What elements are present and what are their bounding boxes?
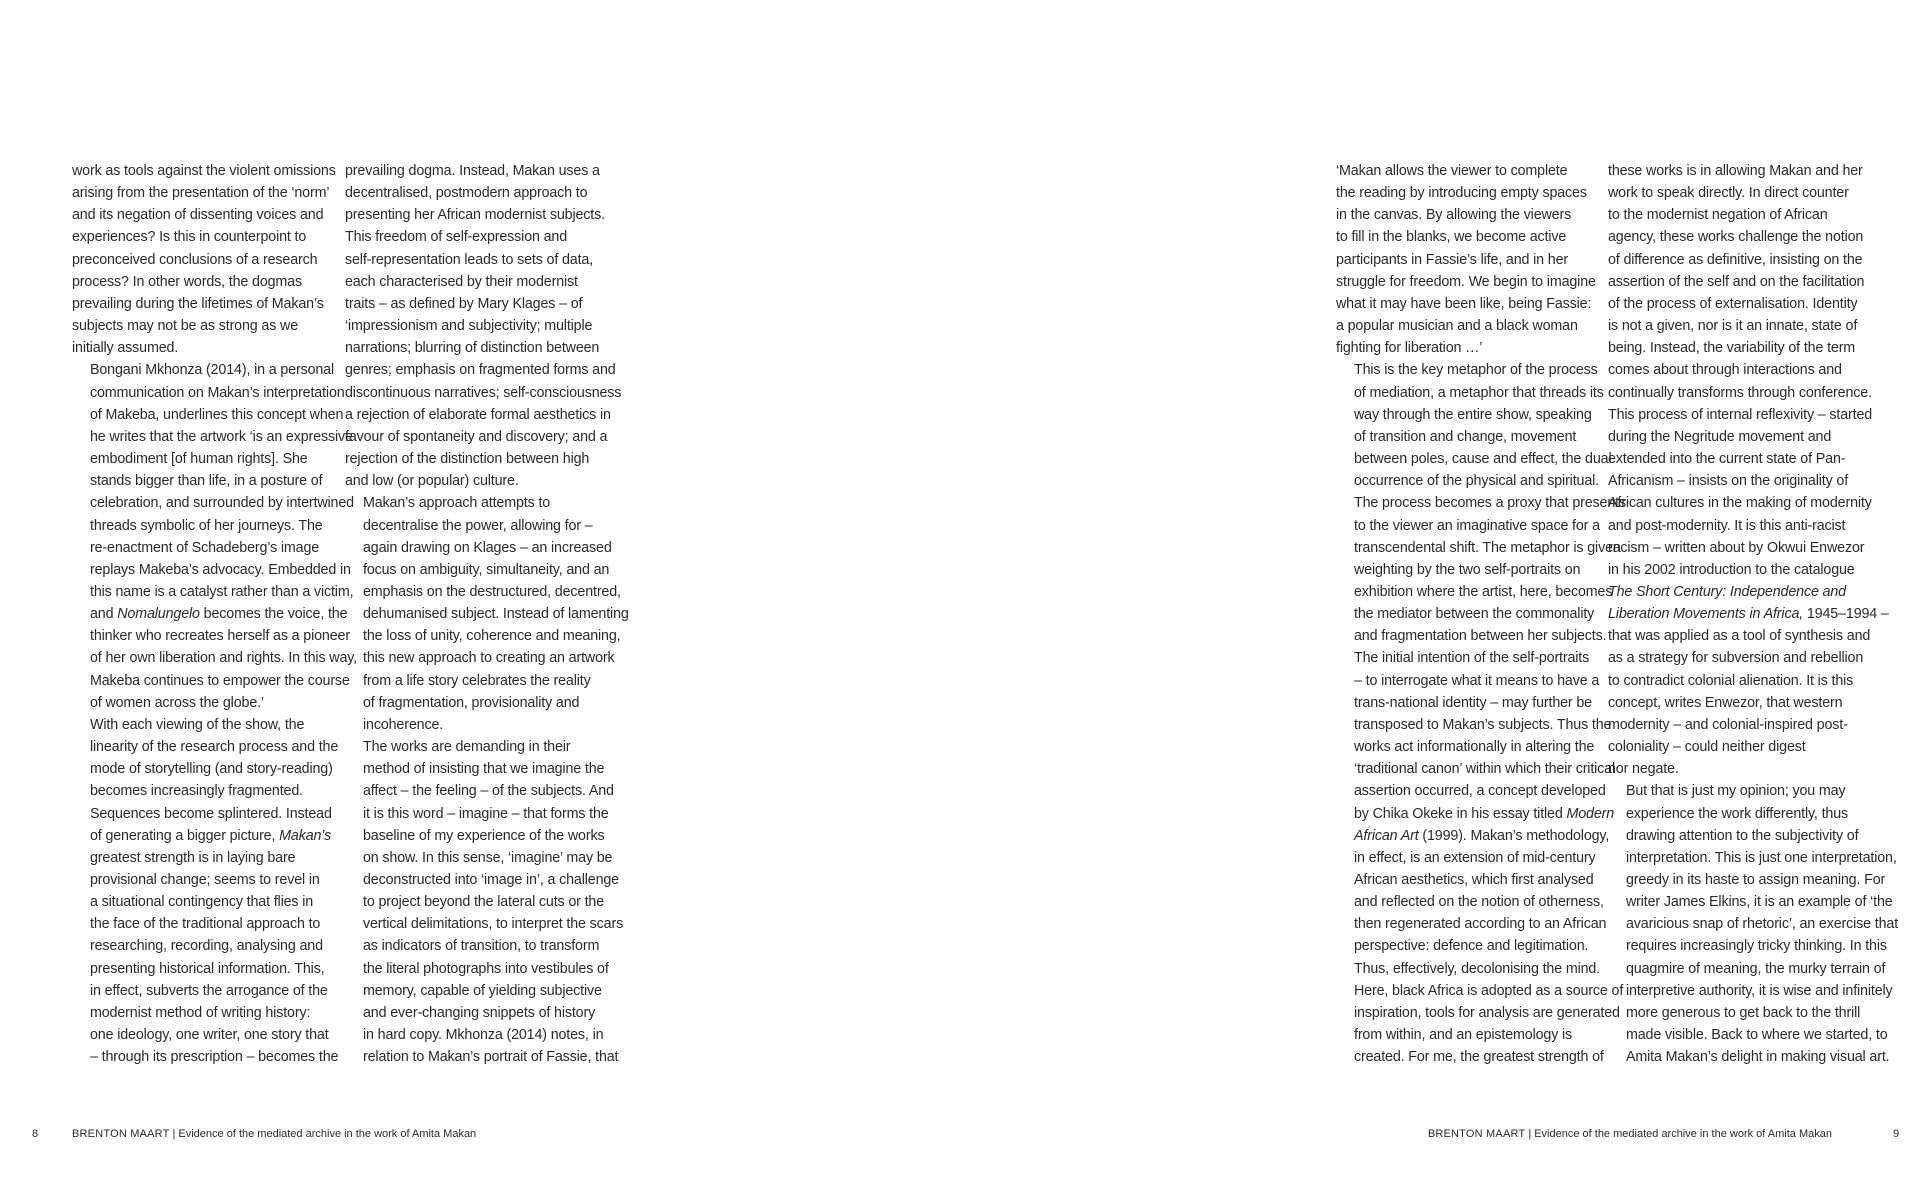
text-column-4 xyxy=(1608,160,1899,1068)
text-line: concept, writes Enwezor, that western xyxy=(1608,694,1843,711)
text-line: occurrence of the physical and spiritual. xyxy=(1354,473,1599,490)
text-line: modernist method of writing history: xyxy=(90,1004,311,1021)
text-line: ‘impressionism and subjectivity; multiple xyxy=(345,318,593,335)
text-line: as indicators of transition, to transform xyxy=(363,938,600,955)
text-line: during the Negritude movement and xyxy=(1608,428,1832,445)
text-line: greatest strength is in laying bare xyxy=(90,849,296,866)
text-line: becomes increasingly fragmented. xyxy=(90,783,303,800)
text-line: agency, these works challenge the notion xyxy=(1608,229,1864,246)
text-line: weighting by the two self-portraits on xyxy=(1354,561,1581,578)
right-running-footer xyxy=(1428,1127,1832,1141)
text-line: Makan’s approach attempts to xyxy=(363,495,551,512)
text-line: ‘traditional canon’ within which their critical xyxy=(1354,761,1616,778)
text-line: – to interrogate what it means to have a xyxy=(1354,672,1600,689)
text-line: the literal photographs into vestibules of xyxy=(363,960,609,977)
paragraph xyxy=(345,160,622,492)
text-line: threads symbolic of her journeys. The xyxy=(90,517,323,534)
text-line: provisional change; seems to revel in xyxy=(90,872,320,888)
text-line: The initial intention of the self-portraits xyxy=(1354,650,1590,667)
text-line: method of insisting that we imagine the xyxy=(363,761,605,778)
text-line: and low (or popular) culture. xyxy=(345,473,519,490)
text-line: The Short Century: Independence and xyxy=(1608,583,1846,600)
text-line: and fragmentation between her subjects. xyxy=(1354,628,1607,645)
text-line: modernity – and colonial-inspired post- xyxy=(1608,716,1848,733)
text-line: to the viewer an imaginative space for a xyxy=(1354,517,1600,534)
paragraph xyxy=(345,492,629,736)
text-line: comes about through interactions and xyxy=(1608,362,1842,379)
text-line: researching, recording, analysing and xyxy=(90,938,323,955)
text-line: thinker who recreates herself as a pioneer xyxy=(90,628,350,645)
text-line: continually transforms through conference. xyxy=(1608,384,1872,401)
paragraph xyxy=(1608,780,1899,1068)
text-line: re-enactment of Schadeberg’s image xyxy=(90,539,320,556)
text-line: coloniality – could neither digest xyxy=(1608,739,1806,756)
text-line: discontinuous narratives; self-consciousness xyxy=(345,384,622,401)
text-line: and ever-changing snippets of history xyxy=(363,1004,596,1021)
text-line: experience the work differently, thus xyxy=(1626,805,1848,822)
paragraph xyxy=(72,714,339,1069)
text-line: in his 2002 introduction to the catalogue xyxy=(1608,561,1855,578)
text-line: a situational contingency that flies in xyxy=(90,894,314,911)
text-line: experiences? Is this in counterpoint to xyxy=(72,229,307,246)
text-line: transcendental shift. The metaphor is given xyxy=(1354,539,1621,556)
text-line: incoherence. xyxy=(363,716,444,733)
text-line: fighting for liberation …’ xyxy=(1336,340,1483,357)
text-line: from within, and an epistemology is xyxy=(1354,1027,1573,1044)
text-line: being. Instead, the variability of the term xyxy=(1608,340,1856,357)
text-line: communication on Makan’s interpretation xyxy=(90,384,345,401)
text-line: of the process of externalisation. Identity xyxy=(1608,295,1858,312)
text-line: what it may have been like, being Fassie: xyxy=(1336,295,1592,312)
text-line: Thus, effectively, decolonising the mind. xyxy=(1354,960,1601,977)
text-line: of mediation, a metaphor that threads its xyxy=(1354,384,1604,401)
text-line: again drawing on Klages – an increased xyxy=(363,539,612,556)
text-line: and post-modernity. It is this anti-racist xyxy=(1608,517,1846,534)
text-line: work to speak directly. In direct counter xyxy=(1608,185,1849,202)
text-line: in effect, subverts the arrogance of the xyxy=(90,982,328,999)
text-line: one ideology, one writer, one story that xyxy=(90,1027,329,1044)
text-line: each characterised by their modernist xyxy=(345,273,578,290)
text-line: focus on ambiguity, simultaneity, and an xyxy=(363,561,610,578)
text-line: trans-national identity – may further be xyxy=(1354,694,1592,711)
text-line: Here, black Africa is adopted as a source of xyxy=(1354,982,1624,999)
text-line: This is the key metaphor of the process xyxy=(1354,362,1598,379)
text-line: perspective: defence and legitimation. xyxy=(1354,938,1589,955)
text-line: by Chika Okeke in his essay titled Modern xyxy=(1354,805,1615,822)
text-line: Makeba continues to empower the course xyxy=(90,672,350,689)
text-line: struggle for freedom. We begin to imagine xyxy=(1336,273,1596,290)
footer-separator: | xyxy=(172,1128,176,1140)
paragraph xyxy=(345,736,624,1068)
text-line: and its negation of dissenting voices and xyxy=(72,207,324,224)
text-line: memory, capable of yielding subjective xyxy=(363,982,602,999)
text-line: a rejection of elaborate formal aesthetics in xyxy=(345,406,611,423)
text-column-3 xyxy=(1336,160,1626,1068)
text-line: decentralised, postmodern approach to xyxy=(345,185,588,202)
paragraph xyxy=(72,160,336,359)
footer-author: BRENTON MAART xyxy=(72,1128,170,1140)
text-line: The process becomes a proxy that presents xyxy=(1354,495,1626,512)
text-line: self-representation leads to sets of data, xyxy=(345,251,594,268)
text-line: nor negate. xyxy=(1608,761,1679,778)
text-line: that was applied as a tool of synthesis and xyxy=(1608,628,1871,645)
text-line: this new approach to creating an artwork xyxy=(363,650,615,667)
text-line: ‘Makan allows the viewer to complete xyxy=(1336,163,1568,179)
text-line: decentralise the power, allowing for – xyxy=(363,517,593,534)
text-line: as a strategy for subversion and rebellion xyxy=(1608,650,1864,667)
text-line: writer James Elkins, it is an example of ‘the xyxy=(1626,894,1893,911)
paragraph xyxy=(1336,359,1626,647)
text-line: narrations; blurring of distinction between xyxy=(345,340,600,357)
left-page-number: 8 xyxy=(32,1128,39,1140)
text-line: process? In other words, the dogmas xyxy=(72,273,302,290)
text-column-1 xyxy=(72,160,358,1068)
text-line: this name is a catalyst rather than a victim, xyxy=(90,583,354,600)
text-line: – through its prescription – becomes the xyxy=(90,1049,339,1066)
text-line: the mediator between the commonality xyxy=(1354,606,1595,623)
text-line: it is this word – imagine – that forms the xyxy=(363,805,609,822)
text-line: way through the entire show, speaking xyxy=(1354,406,1592,423)
text-line: The works are demanding in their xyxy=(363,739,571,756)
paragraph xyxy=(1336,160,1596,359)
text-line: avaricious snap of rhetoric’, an exercise that xyxy=(1626,916,1899,933)
text-line: This process of internal reflexivity – started xyxy=(1608,406,1873,423)
text-line: on show. In this sense, ‘imagine’ may be xyxy=(363,849,613,866)
text-line: work as tools against the violent omissions xyxy=(72,163,336,179)
text-line: preconceived conclusions of a research xyxy=(72,251,318,268)
text-line: emphasis on the destructured, decentred, xyxy=(363,583,621,600)
text-line: subjects may not be as strong as we xyxy=(72,318,298,335)
footer-author: BRENTON MAART xyxy=(1427,1128,1526,1140)
text-line: extended into the current state of Pan- xyxy=(1608,451,1846,468)
text-line: quagmire of meaning, the murky terrain of xyxy=(1626,960,1886,977)
text-line: and reflected on the notion of otherness, xyxy=(1354,894,1604,911)
text-line: these works is in allowing Makan and her xyxy=(1608,163,1863,179)
text-line: celebration, and surrounded by intertwined xyxy=(90,495,354,512)
text-line: mode of storytelling (and story-reading) xyxy=(90,761,333,778)
text-line: greedy in its haste to assign meaning. For xyxy=(1626,872,1886,888)
text-line: replays Makeba’s advocacy. Embedded in xyxy=(90,561,351,578)
text-line: a popular musician and a black woman xyxy=(1336,318,1578,335)
text-line: affect – the feeling – of the subjects. And xyxy=(363,783,614,800)
paragraph xyxy=(1608,160,1889,780)
text-line: the reading by introducing empty spaces xyxy=(1336,185,1587,202)
text-line: is not a given, nor is it an innate, state of xyxy=(1608,318,1858,335)
text-line: favour of spontaneity and discovery; and a xyxy=(345,428,608,445)
paragraph xyxy=(72,359,358,714)
text-line: of her own liberation and rights. In this way, xyxy=(90,650,358,667)
text-line: presenting historical information. This, xyxy=(90,960,325,977)
left-running-footer xyxy=(72,1127,476,1141)
text-line: initially assumed. xyxy=(72,340,179,357)
text-line: exhibition where the artist, here, becomes xyxy=(1354,583,1613,600)
text-line: Bongani Mkhonza (2014), in a personal xyxy=(90,362,335,379)
text-line: in hard copy. Mkhonza (2014) notes, in xyxy=(363,1027,604,1044)
text-line: arising from the presentation of the ‘norm’ xyxy=(72,185,330,202)
text-line: made visible. Back to where we started, to xyxy=(1626,1027,1888,1044)
text-line: the loss of unity, coherence and meaning, xyxy=(363,628,621,645)
text-line: the face of the traditional approach to xyxy=(90,916,321,933)
text-line: works act informationally in altering the xyxy=(1354,739,1595,756)
text-line: inspiration, tools for analysis are generated xyxy=(1354,1004,1620,1021)
text-line: he writes that the artwork ‘is an expressive xyxy=(90,428,353,445)
text-line: embodiment [of human rights]. She xyxy=(90,451,308,468)
text-line: to fill in the blanks, we become active xyxy=(1336,229,1567,246)
text-line: prevailing dogma. Instead, Makan uses a xyxy=(345,163,600,179)
text-line: Liberation Movements in Africa, 1945–1994 – xyxy=(1608,606,1889,623)
footer-separator: | xyxy=(1528,1128,1532,1140)
text-line: of Makeba, underlines this concept when xyxy=(90,406,344,423)
text-line: linearity of the research process and the xyxy=(90,739,339,756)
text-line: African aesthetics, which first analysed xyxy=(1354,872,1594,888)
text-line: of generating a bigger picture, Makan’s xyxy=(90,827,332,844)
text-line: drawing attention to the subjectivity of xyxy=(1626,827,1859,844)
text-line: Sequences become splintered. Instead xyxy=(90,805,332,822)
text-line: more generous to get back to the thrill xyxy=(1626,1004,1861,1021)
text-line: interpretation. This is just one interpretation, xyxy=(1626,849,1897,866)
text-line: Amita Makan’s delight in making visual art. xyxy=(1626,1049,1890,1066)
text-line: from a life story celebrates the reality xyxy=(363,672,591,689)
text-line: of transition and change, movement xyxy=(1354,428,1577,445)
footer-title: Evidence of the mediated archive in the work of Amita Makan xyxy=(1534,1128,1832,1140)
text-line: interpretive authority, it is wise and infinitely xyxy=(1626,982,1893,999)
text-line: to project beyond the lateral cuts or the xyxy=(363,894,605,911)
text-line: assertion of the self and on the facilitation xyxy=(1608,273,1865,290)
text-line: to contradict colonial alienation. It is this xyxy=(1608,672,1854,689)
right-page-number: 9 xyxy=(1893,1128,1900,1140)
text-column-2 xyxy=(345,160,629,1068)
text-line: in effect, is an extension of mid-century xyxy=(1354,849,1596,866)
text-line: of women across the globe.’ xyxy=(90,694,264,711)
text-line: genres; emphasis on fragmented forms and xyxy=(345,362,616,379)
text-line: participants in Fassie’s life, and in her xyxy=(1336,251,1568,268)
text-line: African cultures in the making of modernity xyxy=(1608,495,1872,512)
text-line: baseline of my experience of the works xyxy=(363,827,605,844)
text-line: traits – as defined by Mary Klages – of xyxy=(345,295,583,312)
text-line: vertical delimitations, to interpret the scars xyxy=(363,916,624,933)
text-line: transposed to Makan’s subjects. Thus the xyxy=(1354,716,1612,733)
text-line: dehumanised subject. Instead of lamenting xyxy=(363,606,629,623)
text-line: prevailing during the lifetimes of Makan’s xyxy=(72,295,324,312)
text-line: then regenerated according to an African xyxy=(1354,916,1607,933)
paragraph xyxy=(1336,647,1624,1068)
text-line: presenting her African modernist subjects. xyxy=(345,207,605,224)
text-line: of difference as definitive, insisting on the xyxy=(1608,251,1863,268)
text-line: stands bigger than life, in a posture of xyxy=(90,473,323,490)
text-line: deconstructed into ‘image in’, a challenge xyxy=(363,872,619,888)
text-line: rejection of the distinction between high xyxy=(345,451,590,468)
text-line: requires increasingly tricky thinking. In this xyxy=(1626,938,1887,955)
text-line: in the canvas. By allowing the viewers xyxy=(1336,207,1572,224)
text-line: between poles, cause and effect, the dual xyxy=(1354,451,1612,468)
text-line: Africanism – insists on the originality of xyxy=(1608,473,1849,490)
text-line: This freedom of self-expression and xyxy=(345,229,568,246)
text-line: of fragmentation, provisionality and xyxy=(363,694,580,711)
text-line: racism – written about by Okwui Enwezor xyxy=(1608,539,1865,556)
text-line: relation to Makan’s portrait of Fassie, that xyxy=(363,1049,619,1066)
text-line: With each viewing of the show, the xyxy=(90,716,305,733)
text-line: and Nomalungelo becomes the voice, the xyxy=(90,606,348,623)
text-line: assertion occurred, a concept developed xyxy=(1354,783,1606,800)
footer-title: Evidence of the mediated archive in the work of Amita Makan xyxy=(178,1128,477,1140)
text-line: African Art (1999). Makan’s methodology, xyxy=(1354,827,1610,844)
text-line: created. For me, the greatest strength of xyxy=(1354,1049,1604,1066)
text-line: to the modernist negation of African xyxy=(1608,207,1828,224)
text-line: But that is just my opinion; you may xyxy=(1626,783,1846,800)
